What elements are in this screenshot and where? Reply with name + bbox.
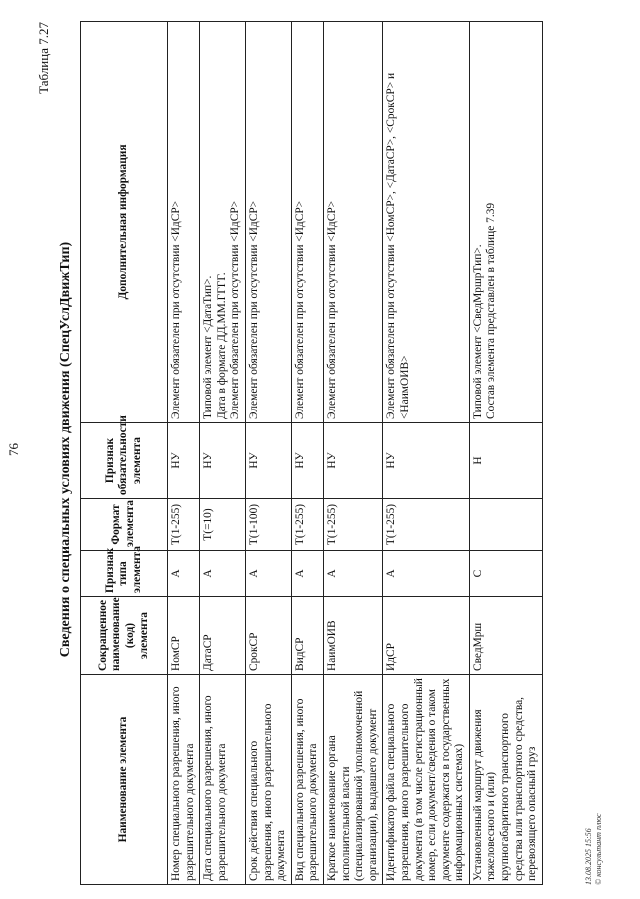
table-row xyxy=(323,22,382,885)
element-info-cell: Элемент обязателен при отсутствии <ИдСР> xyxy=(168,22,200,423)
element-format-cell: Т(1-255) xyxy=(168,499,200,551)
column-header: Наименование элемента xyxy=(81,675,168,885)
column-header: Формат элемента xyxy=(81,499,168,551)
element-required-cell: НУ xyxy=(323,423,382,499)
element-type-cell: А xyxy=(383,551,470,597)
element-info-cell: Элемент обязателен при отсутствии <ИдСР> xyxy=(323,22,382,423)
element-info-cell: Типовой элемент <СведМршрТип>. Состав элемента представлен в таблице 7.39 xyxy=(469,22,542,423)
element-info-cell: Типовой элемент <ДатаТип>. Дата в формате ДД.ММ.ГГГГ. Элемент обязателен при отсутствии <ИдСР> xyxy=(200,22,246,423)
table-row xyxy=(168,22,200,885)
table-row xyxy=(245,22,291,885)
element-type-cell: А xyxy=(200,551,246,597)
element-format-cell: Т(1-255) xyxy=(291,499,323,551)
element-code-cell: СведМрш xyxy=(469,597,542,675)
element-name-cell: Вид специального разрешения, иного разрешительного документа xyxy=(291,675,323,885)
column-header: Признак обязательности элемента xyxy=(81,423,168,499)
element-required-cell: Н xyxy=(469,423,542,499)
element-name-cell: Установленный маршрут движения тяжеловесного и (или) крупногабаритного транспортного средства или транспортного средства, перевозящего опасный груз xyxy=(469,675,542,885)
element-type-cell: С xyxy=(469,551,542,597)
table-row xyxy=(469,22,542,885)
table-row xyxy=(200,22,246,885)
element-code-cell: ДатаСР xyxy=(200,597,246,675)
column-header: Дополнительная информация xyxy=(81,22,168,423)
table-wrapper xyxy=(80,22,543,885)
table-title: Сведения о специальных условиях движения (СпецУслДвижТип) xyxy=(58,241,73,658)
element-format-cell: Т(1-255) xyxy=(383,499,470,551)
footer-stamp-date: 13.08.2025 15:56 xyxy=(584,828,593,885)
page-number: 76 xyxy=(6,443,21,456)
element-required-cell: НУ xyxy=(291,423,323,499)
footer-stamp-source: © консультант плюс xyxy=(594,813,603,885)
footer-stamp xyxy=(584,813,604,885)
element-info-cell: Элемент обязателен при отсутствии <ИдСР> xyxy=(245,22,291,423)
table-header-row xyxy=(81,22,168,885)
table-number: Таблица 7.27 xyxy=(36,22,51,94)
element-info-cell: Элемент обязателен при отсутствии <ИдСР> xyxy=(291,22,323,423)
element-format-cell xyxy=(469,499,542,551)
element-code-cell: ИдСР xyxy=(383,597,470,675)
element-required-cell: НУ xyxy=(383,423,470,499)
element-type-cell: А xyxy=(168,551,200,597)
element-format-cell: Т(1-100) xyxy=(245,499,291,551)
column-header: Признак типа элемента xyxy=(81,551,168,597)
element-format-cell: Т(=10) xyxy=(200,499,246,551)
elements-table xyxy=(80,21,543,885)
element-type-cell: А xyxy=(323,551,382,597)
element-name-cell: Краткое наименование органа исполнительной власти (специализированной уполномоченной организации), выдавшего документ xyxy=(323,675,382,885)
element-name-cell: Дата специального разрешения, иного разрешительного документа xyxy=(200,675,246,885)
element-info-cell: Элемент обязателен при отсутствии <НомСР>, <ДатаСР>, <СрокСР> и <НаимОИВ> xyxy=(383,22,470,423)
element-format-cell: Т(1-255) xyxy=(323,499,382,551)
element-code-cell: НомСР xyxy=(168,597,200,675)
element-code-cell: ВидСР xyxy=(291,597,323,675)
element-type-cell: А xyxy=(245,551,291,597)
element-name-cell: Срок действия специального разрешения, иного разрешительного документа xyxy=(245,675,291,885)
table-row xyxy=(383,22,470,885)
element-required-cell: НУ xyxy=(168,423,200,499)
table-row xyxy=(291,22,323,885)
element-name-cell: Идентификатор файла специального разрешения, иного разрешительного документа (в том числе регистрационный номер, если документ/сведения о таком документе содержатся в государственных информационных системах) xyxy=(383,675,470,885)
element-code-cell: НаимОИВ xyxy=(323,597,382,675)
element-required-cell: НУ xyxy=(200,423,246,499)
element-code-cell: СрокСР xyxy=(245,597,291,675)
element-type-cell: А xyxy=(291,551,323,597)
element-name-cell: Номер специального разрешения, иного разрешительного документа xyxy=(168,675,200,885)
element-required-cell: НУ xyxy=(245,423,291,499)
column-header: Сокращенное наименование (код) элемента xyxy=(81,597,168,675)
